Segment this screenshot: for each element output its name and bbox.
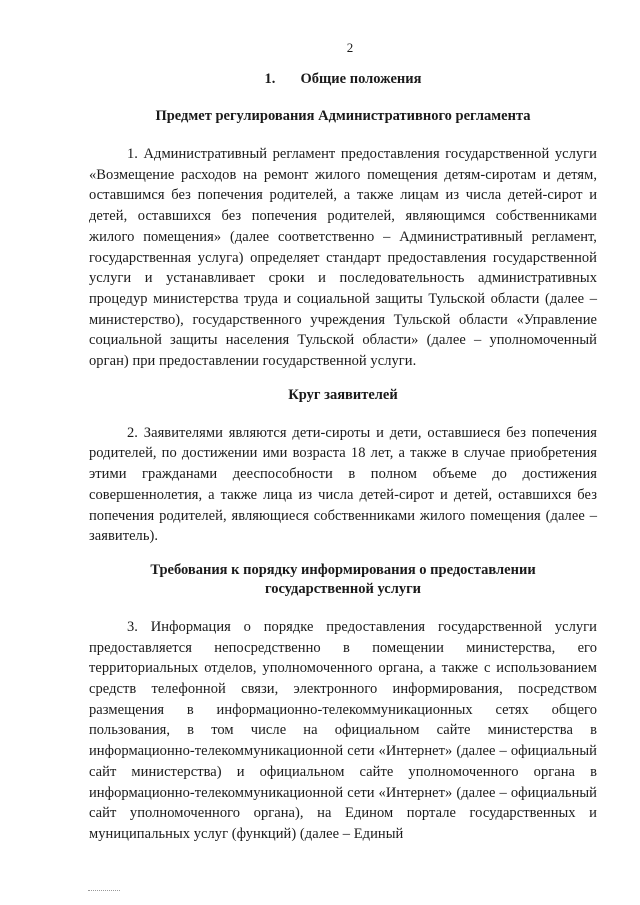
footer-scan-mark (88, 889, 120, 891)
section-heading (89, 70, 597, 89)
paragraph-3: 3. Информация о порядке предоставления государственной услуги предоставляется непосредственно в помещении министерства, его территориальных отделов, уполномоченного органа, а также с использованием средств телефонной связи, электронного информирования, посредством размещения в информационно-телекоммуникационных сетях общего пользования, в том числе на официальном сайте министерства в информационно-телекоммуникационной сети «Интернет» (далее – официальный сайт министерства) и официальном сайте уполномоченного органа в информационно-телекоммуникационной сети «Интернет» (далее – официальный сайт уполномоченного органа), на Едином портале государственных и муниципальных услуг (функций) (далее – Единый (89, 618, 597, 842)
subsection-heading-regulation: Предмет регулирования Административного регламента (155, 108, 531, 124)
page-number: 2 (346, 40, 354, 55)
subsection-heading-applicants: Круг заявителей (288, 386, 398, 403)
document-body (89, 70, 597, 845)
paragraph-1: 1. Административный регламент предоставления государственной услуги «Возмещение расходов на ремонт жилого помещения детям-сиротам и детям, оставшимся без попечения родителей, а также лицам из числа детей-сирот и детей, оставшихся без попечения родителей, являющимся собственниками жилого помещения» (далее соответственно – Административный регламент, государственная услуга) определяет стандарт предоставления государственной услуги и устанавливает сроки и последовательность административных процедур министерства труда и социальной защиты Тульской области (далее – министерство), государственного учреждения Тульской области «Управление социальной защиты населения Тульской области» (далее – уполномоченный орган) при предоставлении государственной услуги. (89, 146, 597, 370)
section-number: 1. (264, 71, 276, 87)
subsection-heading-information: Требования к порядку информирования о предоставлении государственной услуги (150, 561, 536, 597)
paragraph-2: 2. Заявителями являются дети-сироты и дети, оставшиеся без попечения родителей, по достижении ими возраста 18 лет, а также в случае приобретения этими гражданами дееспособности в полном объеме до достижения совершеннолетия, а также лица из числа детей-сирот и детей, оставшихся без попечения родителей, являющиеся собственниками жилого помещения (далее – заявитель). (89, 424, 597, 545)
section-title: Общие положения (300, 71, 422, 87)
